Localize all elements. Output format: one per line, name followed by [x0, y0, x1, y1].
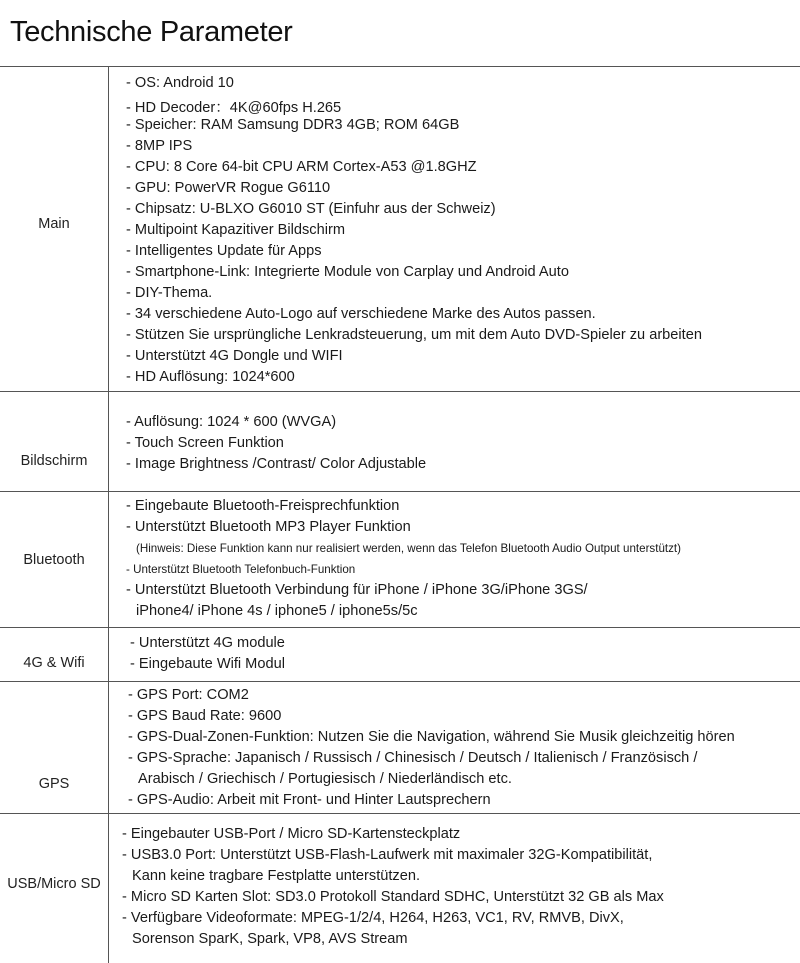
spec-item: - 8MP IPS: [126, 138, 193, 154]
spec-item: - Smartphone-Link: Integrierte Module von Carplay und Android Auto: [126, 264, 569, 280]
spec-item: - OS: Android 10: [126, 75, 234, 91]
spec-item: - GPS-Sprache: Japanisch / Russisch / Chinesisch / Deutsch / Italienisch / Französisch /: [128, 750, 698, 766]
spec-item: Arabisch / Griechisch / Portugiesisch / Niederländisch etc.: [138, 771, 512, 787]
spec-item: - 34 verschiedene Auto-Logo auf verschiedene Marke des Autos passen.: [126, 306, 596, 322]
spec-row-usb-micro-sd: [0, 813, 800, 963]
spec-label: Main: [38, 216, 70, 232]
spec-item: - Verfügbare Videoformate: MPEG-1/2/4, H264, H263, VC1, RV, RMVB, DivX,: [122, 910, 624, 926]
spec-item: - Unterstützt Bluetooth MP3 Player Funktion: [126, 519, 411, 535]
spec-item: - USB3.0 Port: Unterstützt USB-Flash-Laufwerk mit maximaler 32G-Kompatibilität,: [122, 847, 653, 863]
spec-item: - GPS-Audio: Arbeit mit Front- und Hinter Lautsprechern: [128, 792, 491, 808]
spec-row-4g-wifi: [0, 627, 800, 681]
spec-row-main: [0, 66, 800, 391]
spec-label: Bluetooth: [23, 552, 85, 568]
spec-item: - Unterstützt 4G module: [130, 635, 285, 651]
spec-item: - Unterstützt Bluetooth Telefonbuch-Funktion: [126, 563, 356, 576]
spec-item: - CPU: 8 Core 64-bit CPU ARM Cortex-A53 @1.8GHZ: [126, 159, 477, 175]
spec-item: Sorenson SparK, Spark, VP8, AVS Stream: [132, 931, 408, 947]
spec-item: iPhone4/ iPhone 4s / iphone5 / iphone5s/5c: [136, 603, 418, 619]
spec-item: - GPS-Dual-Zonen-Funktion: Nutzen Sie die Navigation, während Sie Musik gleichzeitig hören: [128, 729, 735, 745]
spec-item: - Unterstützt 4G Dongle und WIFI: [126, 348, 343, 364]
spec-row-gps: [0, 681, 800, 813]
spec-item: - Auflösung: 1024 * 600 (WVGA): [126, 414, 337, 430]
spec-item: - Image Brightness /Contrast/ Color Adjustable: [126, 456, 427, 472]
spec-item: - Eingebaute Wifi Modul: [130, 656, 285, 672]
spec-item: Kann keine tragbare Festplatte unterstützen.: [132, 868, 420, 884]
spec-item: - GPS Baud Rate: 9600: [128, 708, 282, 724]
spec-item: - Stützen Sie ursprüngliche Lenkradsteuerung, um mit dem Auto DVD-Spieler zu arbeiten: [126, 327, 702, 343]
spec-label: USB/Micro SD: [7, 876, 101, 892]
spec-item: - Touch Screen Funktion: [126, 435, 284, 451]
spec-item: - Multipoint Kapazitiver Bildschirm: [126, 222, 345, 238]
page-title: Technische Parameter: [10, 16, 293, 48]
spec-item: - Intelligentes Update für Apps: [126, 243, 322, 259]
spec-row-bluetooth: [0, 491, 800, 627]
spec-item: (Hinweis: Diese Funktion kann nur realisiert werden, wenn das Telefon Bluetooth Audio Output unterstützt): [136, 542, 681, 555]
spec-item: - Speicher: RAM Samsung DDR3 4GB; ROM 64GB: [126, 117, 460, 133]
spec-label: 4G & Wifi: [23, 655, 85, 671]
spec-item: - GPU: PowerVR Rogue G6110: [126, 180, 331, 196]
spec-row-bildschirm: [0, 391, 800, 491]
spec-item: - Micro SD Karten Slot: SD3.0 Protokoll Standard SDHC, Unterstützt 32 GB als Max: [122, 889, 664, 905]
spec-table: [0, 66, 800, 963]
spec-item: - GPS Port: COM2: [128, 687, 249, 703]
spec-item: - Eingebauter USB-Port / Micro SD-Kartensteckplatz: [122, 826, 461, 842]
spec-item: - DIY-Thema.: [126, 285, 213, 301]
spec-item: - HD Auflösung: 1024*600: [126, 369, 295, 385]
spec-item: - Unterstützt Bluetooth Verbindung für iPhone / iPhone 3G/iPhone 3GS/: [126, 582, 588, 598]
spec-item: - Eingebaute Bluetooth-Freisprechfunktion: [126, 498, 400, 514]
spec-item: - HD Decoder：4K@60fps H.265: [126, 100, 342, 116]
spec-label: Bildschirm: [20, 453, 88, 469]
spec-label: GPS: [38, 776, 70, 792]
spec-item: - Chipsatz: U-BLXO G6010 ST (Einfuhr aus der Schweiz): [126, 201, 496, 217]
